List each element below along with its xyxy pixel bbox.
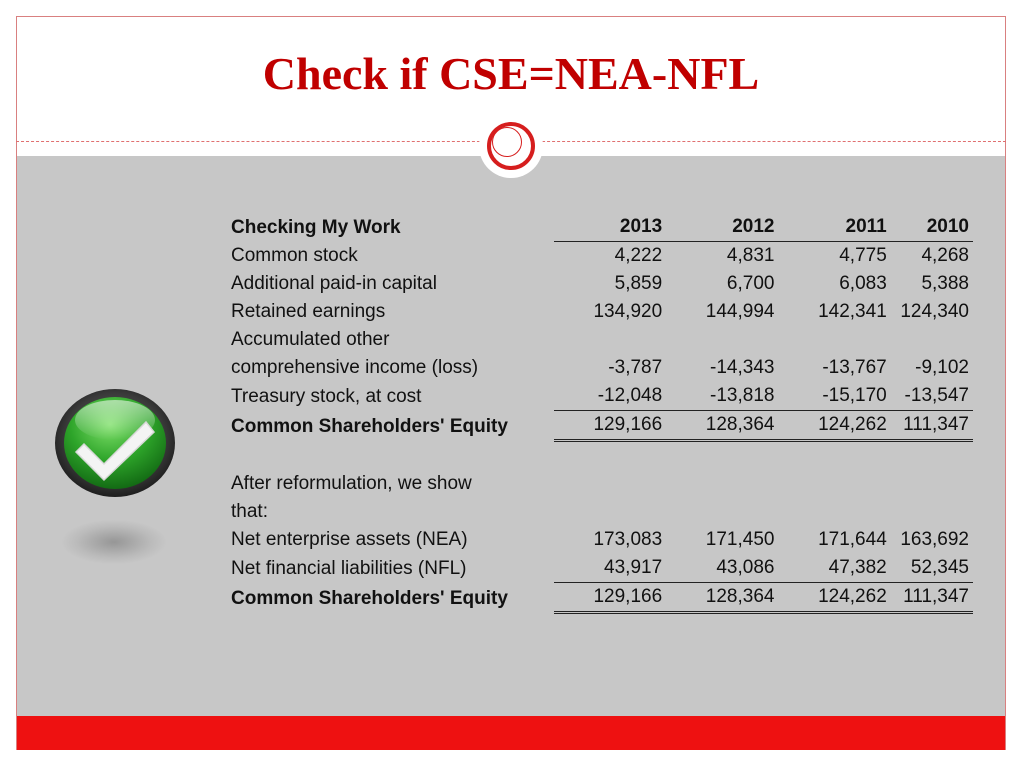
ornament-inner-ring (492, 127, 522, 157)
cell-value: 43,917 (554, 554, 666, 583)
cell-value: 5,859 (614, 273, 663, 294)
table-row (227, 470, 973, 498)
checking-work-table (227, 213, 973, 614)
cell-value: 128,364 (666, 411, 778, 441)
cell-value: -13,547 (891, 382, 973, 411)
cell-value: 4,268 (921, 245, 969, 266)
cell-value: 171,450 (705, 529, 775, 550)
row-label: Net enterprise assets (NEA) (231, 529, 468, 550)
row-label: comprehensive income (loss) (231, 357, 479, 378)
total-row (227, 583, 973, 613)
row-label: Additional paid-in capital (231, 273, 437, 294)
table-row (227, 354, 973, 382)
row-label: Net financial liabilities (NFL) (231, 557, 467, 579)
cell-value: -12,048 (554, 382, 666, 411)
spacer-row (227, 441, 973, 471)
cell-value: 128,364 (666, 583, 778, 613)
row-label: Common stock (231, 245, 358, 266)
header-label: Checking My Work (231, 216, 401, 238)
check-circle-icon (54, 388, 176, 498)
cell-value: 4,775 (839, 245, 887, 266)
cell-value: 129,166 (554, 411, 666, 441)
footer-bar (17, 716, 1005, 750)
cell-value: 4,831 (726, 245, 775, 266)
table-row (227, 382, 973, 411)
year-2010: 2010 (891, 213, 973, 242)
ring-ornament-icon (479, 114, 543, 178)
cell-value: -15,170 (778, 382, 890, 411)
row-label: that: (231, 501, 268, 522)
table-row (227, 298, 973, 326)
table-row (227, 526, 973, 554)
slide-title: Check if CSE=NEA-NFL (262, 48, 760, 99)
cell-value: -13,818 (666, 382, 778, 411)
cell-value: 111,347 (891, 583, 973, 613)
year-2013: 2013 (554, 213, 666, 242)
cell-value: 124,340 (900, 301, 969, 322)
cell-value: 6,700 (726, 273, 775, 294)
cell-value: 144,994 (705, 301, 775, 322)
table-row (227, 270, 973, 298)
cell-value: 52,345 (891, 554, 973, 583)
year-2012: 2012 (666, 213, 778, 242)
cell-value: 5,388 (921, 273, 969, 294)
cell-value: 142,341 (818, 301, 887, 322)
table-row (227, 554, 973, 583)
check-shadow (62, 520, 166, 564)
row-label: Common Shareholders' Equity (231, 415, 508, 437)
row-label: Common Shareholders' Equity (231, 587, 508, 609)
cell-value: -9,102 (915, 357, 969, 378)
row-label: Accumulated other (231, 329, 390, 350)
row-label: Retained earnings (231, 301, 386, 322)
year-2011: 2011 (778, 213, 890, 242)
cell-value: 43,086 (666, 554, 778, 583)
row-label: Treasury stock, at cost (231, 385, 422, 407)
table-header-row (227, 213, 973, 242)
cell-value: -14,343 (710, 357, 775, 378)
cell-value: -13,767 (822, 357, 887, 378)
cell-value: 124,262 (778, 411, 890, 441)
row-label: After reformulation, we show (231, 473, 472, 494)
cell-value: 173,083 (593, 529, 663, 550)
cell-value: 129,166 (554, 583, 666, 613)
cell-value: 47,382 (778, 554, 890, 583)
table-row (227, 326, 973, 354)
cell-value: 124,262 (778, 583, 890, 613)
cell-value: 6,083 (839, 273, 887, 294)
total-row (227, 411, 973, 441)
cell-value: 134,920 (593, 301, 663, 322)
cell-value: 111,347 (891, 411, 973, 441)
cell-value: 163,692 (900, 529, 969, 550)
cell-value: 4,222 (614, 245, 663, 266)
cell-value: 171,644 (818, 529, 887, 550)
cell-value: -3,787 (608, 357, 663, 378)
table-row (227, 498, 973, 526)
table-row (227, 242, 973, 271)
